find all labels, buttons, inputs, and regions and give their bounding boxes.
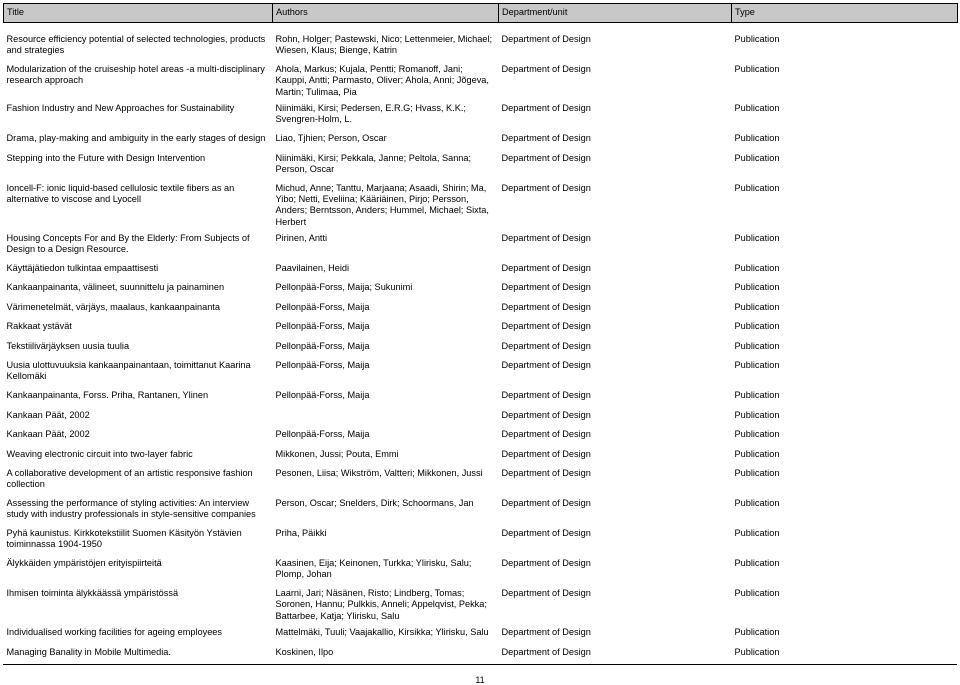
row-authors: Pellonpää-Forss, Maija — [275, 340, 370, 351]
row-department: Department of Design — [501, 429, 591, 439]
row-type: Publication — [734, 558, 780, 568]
table-row — [4, 101, 958, 131]
table-row — [4, 556, 958, 586]
row-type: Publication — [734, 498, 780, 508]
row-type: Publication — [734, 588, 780, 598]
row-department: Department of Design — [501, 34, 591, 44]
header-spacer — [4, 23, 958, 33]
row-type: Publication — [734, 282, 780, 292]
table-row — [4, 586, 958, 625]
table-row — [4, 447, 958, 467]
row-department: Department of Design — [501, 627, 591, 637]
row-authors: Koskinen, Ilpo — [275, 646, 334, 657]
row-department: Department of Design — [501, 588, 591, 598]
header-title: Title — [4, 4, 273, 23]
row-title: Managing Banality in Mobile Multimedia. — [6, 646, 171, 657]
row-authors: Pellonpää-Forss, Maija — [275, 429, 370, 439]
row-authors: Pellonpää-Forss, Maija — [275, 390, 370, 400]
table-row — [4, 645, 958, 665]
row-department: Department of Design — [501, 103, 591, 113]
row-department: Department of Design — [501, 152, 591, 163]
row-department: Department of Design — [501, 528, 591, 538]
row-title: Modularization of the cruiseship hotel areas -a multi-disciplinary research approach — [6, 64, 265, 86]
row-authors: Niinimäki, Kirsi; Pekkala, Janne; Peltola, Sanna; Person, Oscar — [275, 152, 472, 174]
row-authors: Niinimäki, Kirsi; Pedersen, E.R.G; Hvass, K.K.; Svengren-Holm, L. — [275, 103, 466, 125]
row-type: Publication — [734, 103, 780, 113]
row-type: Publication — [734, 448, 780, 459]
header-department: Department/unit — [499, 4, 732, 23]
row-authors: Kaasinen, Eija; Keinonen, Turkka; Ylirisku, Salu; Plomp, Johan — [275, 558, 472, 580]
row-title: Kankaanpainanta, välineet, suunnittelu ja painaminen — [6, 282, 225, 292]
row-department: Department of Design — [501, 360, 591, 370]
row-type: Publication — [734, 409, 780, 420]
row-title: Drama, play-making and ambiguity in the early stages of design — [6, 133, 266, 143]
row-title: Kankaanpainanta, Forss. Priha, Rantanen, Ylinen — [6, 390, 209, 400]
row-authors: Pellonpää-Forss, Maija; Sukunimi — [275, 282, 413, 292]
row-department: Department of Design — [501, 409, 591, 420]
row-title: Värimenetelmät, värjäys, maalaus, kankaanpainanta — [6, 301, 220, 312]
header-type: Type — [732, 4, 958, 23]
row-department: Department of Design — [501, 282, 591, 292]
row-type: Publication — [734, 64, 780, 74]
table-row — [4, 358, 958, 388]
row-title: Uusia ulottuvuuksia kankaanpainantaan, toimittanut Kaarina Kellomäki — [6, 360, 251, 382]
table-row — [4, 32, 958, 62]
row-department: Department of Design — [501, 133, 591, 143]
row-title: Älykkäiden ympäristöjen erityispiirteitä — [6, 558, 162, 568]
row-type: Publication — [734, 360, 780, 370]
row-department: Department of Design — [501, 498, 591, 508]
row-type: Publication — [734, 528, 780, 538]
row-department: Department of Design — [501, 448, 591, 459]
table-row — [4, 151, 958, 181]
row-title: Weaving electronic circuit into two-layer fabric — [6, 448, 193, 459]
table-row — [4, 181, 958, 231]
row-department: Department of Design — [501, 301, 591, 312]
row-department: Department of Design — [501, 182, 591, 193]
table-row — [4, 300, 958, 320]
row-type: Publication — [734, 321, 780, 331]
page-number: 11 — [475, 675, 485, 685]
row-department: Department of Design — [501, 468, 591, 478]
row-type: Publication — [734, 429, 780, 439]
row-title: Resource efficiency potential of selected technologies, products and strategies — [6, 34, 266, 56]
row-title: Kankaan Päät, 2002 — [6, 429, 90, 439]
row-type: Publication — [734, 627, 780, 637]
row-authors: Mattelmäki, Tuuli; Vaajakallio, Kirsikka; Ylirisku, Salu — [275, 627, 489, 637]
row-title: Ihmisen toiminta älykkäässä ympäristössä — [6, 588, 179, 598]
table-row — [4, 261, 958, 281]
row-department: Department of Design — [501, 646, 591, 657]
row-authors: Ahola, Markus; Kujala, Pentti; Romanoff, Jani; Kauppi, Antti; Parmasto, Oliver; Ahola, Anni; Jõgeva, Martin; Tulimaa, Pia — [275, 64, 489, 97]
row-type: Publication — [734, 262, 780, 273]
row-authors: Laarni, Jari; Näsänen, Risto; Lindberg, Tomas; Soronen, Hannu; Pulkkis, Anneli; Appelqvist, Pekka; Battarbee, Katja; Ylirisku, Salu — [275, 588, 487, 621]
row-authors: Liao, Tjhien; Person, Oscar — [275, 133, 387, 143]
publications-table — [3, 3, 958, 664]
row-title: Housing Concepts For and By the Elderly: From Subjects of Design to a Design Resource. — [6, 232, 250, 254]
row-type: Publication — [734, 34, 780, 44]
row-authors: Michud, Anne; Tanttu, Marjaana; Asaadi, Shirin; Ma, Yibo; Netti, Eveliina; Kääriäinen, Pirjo; Persson, Anders; Berntsson, Anders; Hummel, Michael; Sixta, Herbert — [275, 182, 489, 227]
row-title: Ioncell-F: ionic liquid-based cellulosic textile fibers as an alternative to viscose and Lyocell — [6, 182, 235, 204]
row-department: Department of Design — [501, 232, 591, 243]
row-authors: Pellonpää-Forss, Maija — [275, 360, 370, 370]
row-type: Publication — [734, 301, 780, 312]
row-authors: Rohn, Holger; Pastewski, Nico; Lettenmeier, Michael; Wiesen, Klaus; Bienge, Katrin — [275, 34, 493, 56]
footer-divider — [3, 664, 957, 665]
row-authors: Pellonpää-Forss, Maija — [275, 301, 370, 312]
row-authors: Paavilainen, Heidi — [275, 262, 350, 273]
row-authors: Pesonen, Liisa; Wikström, Valtteri; Mikkonen, Jussi — [275, 468, 483, 478]
row-authors: Pellonpää-Forss, Maija — [275, 321, 370, 331]
table-row — [4, 388, 958, 408]
row-department: Department of Design — [501, 64, 591, 74]
table-row — [4, 496, 958, 526]
row-type: Publication — [734, 182, 780, 193]
row-department: Department of Design — [501, 321, 591, 331]
table-row — [4, 319, 958, 339]
row-type: Publication — [734, 232, 780, 243]
table-row — [4, 131, 958, 151]
row-authors: Mikkonen, Jussi; Pouta, Emmi — [275, 448, 399, 459]
row-title: Stepping into the Future with Design Intervention — [6, 152, 206, 163]
row-title: Individualised working facilities for ageing employees — [6, 627, 223, 637]
table-row — [4, 427, 958, 447]
row-title: Tekstiilivärjäyksen uusia tuulia — [6, 340, 130, 351]
table-row — [4, 466, 958, 496]
row-title: Käyttäjätiedon tulkintaa empaattisesti — [6, 262, 159, 273]
row-title: Pyhä kaunistus. Kirkkotekstiilit Suomen Käsityön Ystävien toiminnassa 1904-1950 — [6, 528, 242, 550]
table-row — [4, 280, 958, 300]
row-department: Department of Design — [501, 558, 591, 568]
row-title: Kankaan Päät, 2002 — [6, 409, 90, 420]
row-department: Department of Design — [501, 262, 591, 273]
row-authors: Priha, Päikki — [275, 528, 327, 538]
row-department: Department of Design — [501, 390, 591, 400]
table-header-row — [4, 4, 958, 23]
table-row — [4, 526, 958, 556]
row-department: Department of Design — [501, 340, 591, 351]
table-row — [4, 339, 958, 359]
row-title: A collaborative development of an artistic responsive fashion collection — [6, 468, 253, 490]
header-authors: Authors — [273, 4, 499, 23]
row-type: Publication — [734, 390, 780, 400]
row-title: Rakkaat ystävät — [6, 321, 72, 331]
row-title: Assessing the performance of styling activities: An interview study with industry professionals in style-sensitive companies — [6, 498, 256, 520]
table-row — [4, 625, 958, 645]
table-row — [4, 62, 958, 101]
row-title: Fashion Industry and New Approaches for Sustainability — [6, 103, 235, 113]
row-authors: Person, Oscar; Snelders, Dirk; Schoormans, Jan — [275, 498, 474, 508]
row-type: Publication — [734, 133, 780, 143]
row-authors: Pirinen, Antti — [275, 232, 328, 243]
row-type: Publication — [734, 152, 780, 163]
table-row — [4, 408, 958, 428]
row-type: Publication — [734, 646, 780, 657]
table-row — [4, 231, 958, 261]
row-type: Publication — [734, 468, 780, 478]
row-type: Publication — [734, 340, 780, 351]
row-authors — [273, 408, 499, 428]
